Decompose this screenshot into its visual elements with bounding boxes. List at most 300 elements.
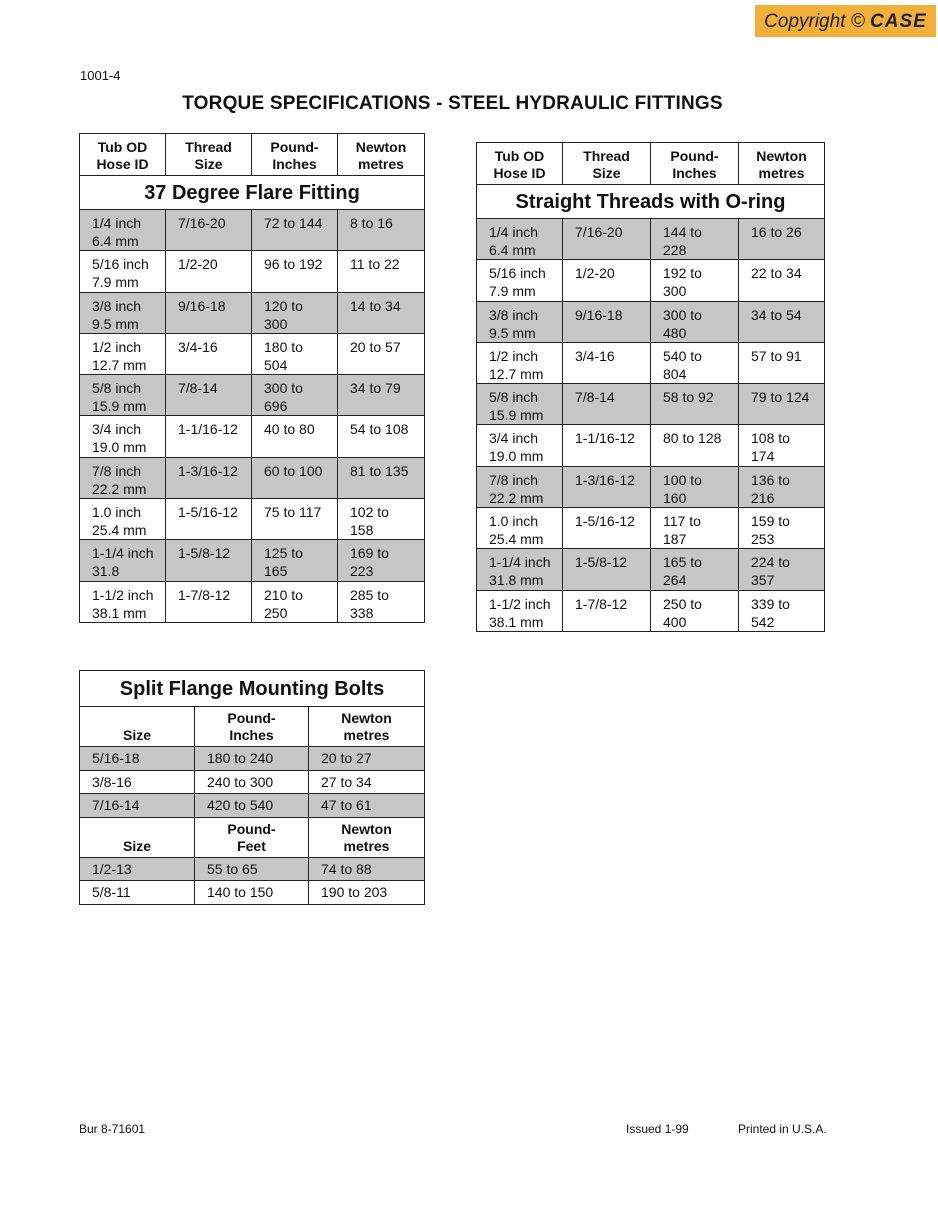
footer-printed: Printed in U.S.A. [738,1122,827,1136]
cell-line: metres [343,837,390,854]
header-row [80,707,425,747]
cell-line: 1-7/8-12 [575,595,628,612]
table-cell [80,333,166,374]
table-cell [477,466,563,507]
cell-line: 9.5 mm [92,315,139,332]
table-cell [477,508,563,549]
cell-line: 1/2 inch [489,347,539,364]
cell-line: Newton [341,820,392,837]
cell-line: 22.2 mm [92,480,147,497]
table-cell [651,260,739,301]
cell-line: 40 to 80 [264,421,315,438]
table-cell [80,375,166,416]
table-cell [80,581,166,622]
cell-line: Tub OD [494,147,545,164]
cell-line: Hose ID [96,155,149,172]
cell-line: 14 to 34 [350,297,401,314]
table-cell [252,581,338,622]
cell-line: Size [194,155,223,172]
copyright-text: Copyright © [764,11,865,32]
table-cell [563,384,651,425]
table-cell [252,457,338,498]
cell-line: 180 to [264,338,303,355]
table-cell [477,260,563,301]
cell-line: Size [122,837,151,854]
cell-line: Tub OD [97,138,148,155]
cell-line: Newton [756,147,807,164]
table-cell [477,425,563,466]
table-cell [563,549,651,590]
table-cell: 7/16-14 [80,794,195,818]
table-cell [166,210,252,251]
cell-line: 228 [663,242,687,258]
table-cell: 55 to 65 [195,857,309,881]
table-cell [563,466,651,507]
table-cell [252,333,338,374]
cell-line: 9/16-18 [178,297,226,314]
cell-line: 12.7 mm [92,356,147,373]
table-cell: 190 to 203 [309,881,425,905]
cell-line: 165 [264,563,288,580]
column-header [477,143,563,185]
table-row [80,210,425,251]
table-cell [651,301,739,342]
table-cell [166,457,252,498]
table-cell [651,466,739,507]
section-title: Straight Threads with O-ring [477,185,825,219]
cell-line: 25.4 mm [92,522,147,539]
table-cell [739,508,825,549]
cell-line: 1-5/8-12 [178,545,231,562]
cell-line: 1-7/8-12 [178,586,231,603]
cell-line: 504 [264,356,288,373]
flare-fitting-table [79,133,425,623]
case-logo: CASE [870,11,927,32]
cell-line: 5/8 inch [92,380,142,397]
section-title: Split Flange Mounting Bolts [80,671,425,707]
cell-line: 34 to 79 [350,380,401,397]
cell-line: 81 to 135 [350,462,409,479]
table-cell [338,499,425,540]
table-row [80,581,425,622]
cell-line: Hose ID [493,164,546,181]
table-cell [166,499,252,540]
column-header [80,817,195,857]
cell-line: 3/4 inch [92,421,142,438]
cell-line: 3/8 inch [92,297,142,314]
cell-line: 1-1/4 inch [489,554,551,571]
cell-line: Size [122,727,151,743]
cell-line: 19.0 mm [92,439,147,456]
cell-line: 60 to 100 [264,462,323,479]
cell-line: 169 to [350,545,389,562]
table-row [80,251,425,292]
cell-line: 540 to [663,347,702,364]
cell-line: 165 to [663,554,702,571]
table-row [477,384,825,425]
column-header [195,817,309,857]
cell-line: 285 to [350,586,389,603]
cell-line: 210 to [264,586,303,603]
cell-line: 804 [663,365,687,382]
table-cell: 180 to 240 [195,747,309,771]
cell-line: 31.8 mm [489,572,544,589]
cell-line: 480 [663,324,687,341]
table-row [477,301,825,342]
table-row [477,549,825,590]
table-cell: 5/8-11 [80,881,195,905]
cell-line: 58 to 92 [663,389,714,406]
cell-line: 159 to [751,513,790,530]
table-row [477,466,825,507]
cell-line: 1-1/2 inch [489,595,551,612]
table-row [477,219,825,260]
table-cell: 20 to 27 [309,747,425,771]
cell-line: 3/8 inch [489,306,539,323]
table-cell: 1/2-13 [80,857,195,881]
cell-line: 1/2-20 [575,265,615,282]
table-cell [252,292,338,333]
cell-line: 54 to 108 [350,421,409,438]
table-cell [477,219,563,260]
cell-line: 5/8 inch [489,389,539,406]
table-cell: 3/8-16 [80,770,195,794]
header-row [477,143,825,185]
cell-line: 1-1/4 inch [92,545,154,562]
cell-line: 7/16-20 [575,224,623,240]
cell-line: Size [592,164,621,181]
cell-line: 7/16-20 [178,215,226,231]
cell-line: 264 [663,572,687,589]
table-cell [338,333,425,374]
cell-line: 253 [751,531,775,548]
section-title: 37 Degree Flare Fitting [80,176,425,210]
cell-line: 1-5/8-12 [575,554,628,571]
cell-line: 9/16-18 [575,306,623,323]
cell-line: 20 to 57 [350,338,401,355]
cell-line: 223 [350,563,374,580]
cell-line: 15.9 mm [92,398,147,415]
table-cell [166,416,252,457]
table-row [80,881,425,905]
table-cell [477,590,563,631]
table-cell [338,375,425,416]
table-row [80,540,425,581]
table-cell [166,251,252,292]
table-cell: 140 to 150 [195,881,309,905]
column-header [195,707,309,747]
table-cell [80,540,166,581]
cell-line: 6.4 mm [489,242,536,258]
cell-line: 696 [264,398,288,415]
cell-line: 224 to [751,554,790,571]
cell-line: 160 [663,489,687,506]
cell-line: Newton [355,138,407,155]
table-cell [338,416,425,457]
table-cell [166,540,252,581]
table-row [80,770,425,794]
cell-line: 34 to 54 [751,306,802,323]
cell-line: Pound- [670,147,719,164]
cell-line: 192 to [663,265,702,282]
table-row [80,794,425,818]
table-cell: 47 to 61 [309,794,425,818]
table-cell [651,549,739,590]
table-row [477,342,825,383]
cell-line: 100 to [663,471,702,488]
table-cell [166,375,252,416]
column-header [651,143,739,185]
table-cell [739,219,825,260]
table-cell [739,590,825,631]
table-cell [563,260,651,301]
cell-line: 1/2 inch [92,338,142,355]
copyright-banner [755,5,936,37]
cell-line: 16 to 26 [751,224,802,240]
cell-line: 400 [663,613,687,630]
cell-line: 1/4 inch [489,224,539,240]
table-row [80,747,425,771]
table-cell [252,499,338,540]
cell-line: 79 to 124 [751,389,810,406]
table-cell [80,251,166,292]
table-cell [739,301,825,342]
table-row [80,416,425,457]
table-cell [252,416,338,457]
cell-line: 8 to 16 [350,215,393,231]
table-cell [477,342,563,383]
cell-line: 542 [751,613,775,630]
table-cell [563,425,651,466]
cell-line: 22 to 34 [751,265,802,282]
table-cell [651,425,739,466]
table-cell [338,210,425,251]
cell-line: Inches [672,164,717,181]
cell-line: Pound- [270,138,319,155]
table-cell: 420 to 540 [195,794,309,818]
table-cell [739,260,825,301]
cell-line: 9.5 mm [489,324,536,341]
cell-line: 357 [751,572,775,589]
cell-line: 96 to 192 [264,256,323,273]
cell-line: 300 [264,315,288,332]
table-cell [651,384,739,425]
cell-line: 300 to [663,306,702,323]
page-number: 1001-4 [80,68,121,83]
cell-line: 7/8 inch [92,462,142,479]
table-cell [166,333,252,374]
table-cell: 240 to 300 [195,770,309,794]
oring-table [476,142,825,632]
table-row [80,457,425,498]
table-cell [563,301,651,342]
table-cell [739,384,825,425]
table-row [80,333,425,374]
page-title: TORQUE SPECIFICATIONS - STEEL HYDRAULIC FITTINGS [182,93,723,114]
cell-line: 7/8 inch [489,471,539,488]
table-row [477,590,825,631]
table-cell [477,384,563,425]
cell-line: 5/16 inch [489,265,546,282]
cell-line: 125 to [264,545,303,562]
table-cell [80,292,166,333]
column-header [338,134,425,176]
cell-line: Pound- [227,710,276,726]
cell-line: 57 to 91 [751,347,802,364]
cell-line: 1.0 inch [489,513,539,530]
table-cell [477,549,563,590]
column-header [563,143,651,185]
table-row [477,260,825,301]
cell-line: 7/8-14 [178,380,218,397]
table-cell [563,342,651,383]
cell-line: 300 to [264,380,303,397]
cell-line: 11 to 22 [350,256,400,273]
cell-line: 6.4 mm [92,233,139,249]
cell-line: 1-1/2 inch [92,586,154,603]
table-cell [80,416,166,457]
cell-line: 12.7 mm [489,365,544,382]
table-cell [563,590,651,631]
table-cell: 74 to 88 [309,857,425,881]
cell-line: 38.1 mm [489,613,544,630]
table-row [80,857,425,881]
cell-line: 38.1 mm [92,604,147,621]
table-row [80,292,425,333]
header-row [80,817,425,857]
cell-line: 187 [663,531,687,548]
section-row [80,176,425,210]
cell-line: 339 to [751,595,790,612]
cell-line: 25.4 mm [489,531,544,548]
cell-line: 1-1/16-12 [575,430,635,447]
column-header [739,143,825,185]
cell-line: 1.0 inch [92,504,142,521]
table-cell [338,251,425,292]
cell-line: 3/4-16 [575,347,615,364]
table-cell [252,251,338,292]
cell-line: 158 [350,522,374,539]
section-row [80,671,425,707]
cell-line: metres [758,164,805,181]
cell-line: 3/4 inch [489,430,539,447]
cell-line: 1/4 inch [92,215,142,231]
table-cell [739,466,825,507]
table-cell [651,590,739,631]
table-cell [563,508,651,549]
table-cell [338,292,425,333]
table-cell [563,219,651,260]
cell-line: Thread [185,138,232,155]
table-cell: 27 to 34 [309,770,425,794]
table-cell [166,292,252,333]
cell-line: 7.9 mm [489,283,536,300]
cell-line: 1-5/16-12 [575,513,635,530]
cell-line: 102 to [350,504,389,521]
table-cell [651,219,739,260]
cell-line: 174 [751,448,775,465]
cell-line: 80 to 128 [663,430,722,447]
table-cell [80,457,166,498]
cell-line: Feet [237,837,266,854]
table-cell [80,210,166,251]
cell-line: 31.8 [92,563,120,580]
column-header [309,817,425,857]
table-row [80,499,425,540]
table-cell [252,540,338,581]
split-flange-table [79,670,425,905]
cell-line: 120 to [264,297,303,314]
cell-line: 300 [663,283,687,300]
table-cell: 5/16-18 [80,747,195,771]
footer-issued: Issued 1-99 [626,1122,689,1136]
table-cell [252,210,338,251]
section-row [477,185,825,219]
table-cell [338,540,425,581]
cell-line: Thread [583,147,630,164]
cell-line: 117 to [663,513,701,530]
cell-line: 72 to 144 [264,215,323,231]
table-cell [651,508,739,549]
column-header [252,134,338,176]
cell-line: 250 [264,604,288,621]
cell-line: 5/16 inch [92,256,149,273]
cell-line: 1-3/16-12 [178,462,238,479]
table-cell [739,342,825,383]
footer-document-id: Bur 8-71601 [79,1122,146,1136]
cell-line: 1-3/16-12 [575,471,635,488]
table-cell [477,301,563,342]
cell-line: 15.9 mm [489,407,544,424]
cell-line: 22.2 mm [489,489,544,506]
cell-line: 250 to [663,595,702,612]
table-cell [338,457,425,498]
column-header [309,707,425,747]
column-header [166,134,252,176]
table-row [80,375,425,416]
cell-line: 144 to [663,224,702,240]
cell-line: 338 [350,604,374,621]
table-cell [338,581,425,622]
table-row [477,425,825,466]
cell-line: 1/2-20 [178,256,218,273]
cell-line: 1-5/16-12 [178,504,238,521]
table-cell [739,425,825,466]
cell-line: 108 to [751,430,790,447]
cell-line: Newton [341,710,392,726]
table-cell [739,549,825,590]
cell-line: 3/4-16 [178,338,218,355]
table-cell [252,375,338,416]
cell-line: 136 to [751,471,790,488]
cell-line: 7.9 mm [92,274,139,291]
cell-line: 7/8-14 [575,389,615,406]
cell-line: 216 [751,489,775,506]
cell-line: Pound- [227,820,276,837]
table-cell [651,342,739,383]
column-header [80,134,166,176]
table-cell [166,581,252,622]
table-cell [80,499,166,540]
cell-line: metres [358,155,404,172]
column-header [80,707,195,747]
cell-line: Inches [272,155,317,172]
cell-line: metres [343,727,390,743]
cell-line: 1-1/16-12 [178,421,238,438]
header-row [80,134,425,176]
table-row [477,508,825,549]
cell-line: 75 to 117 [264,504,322,521]
